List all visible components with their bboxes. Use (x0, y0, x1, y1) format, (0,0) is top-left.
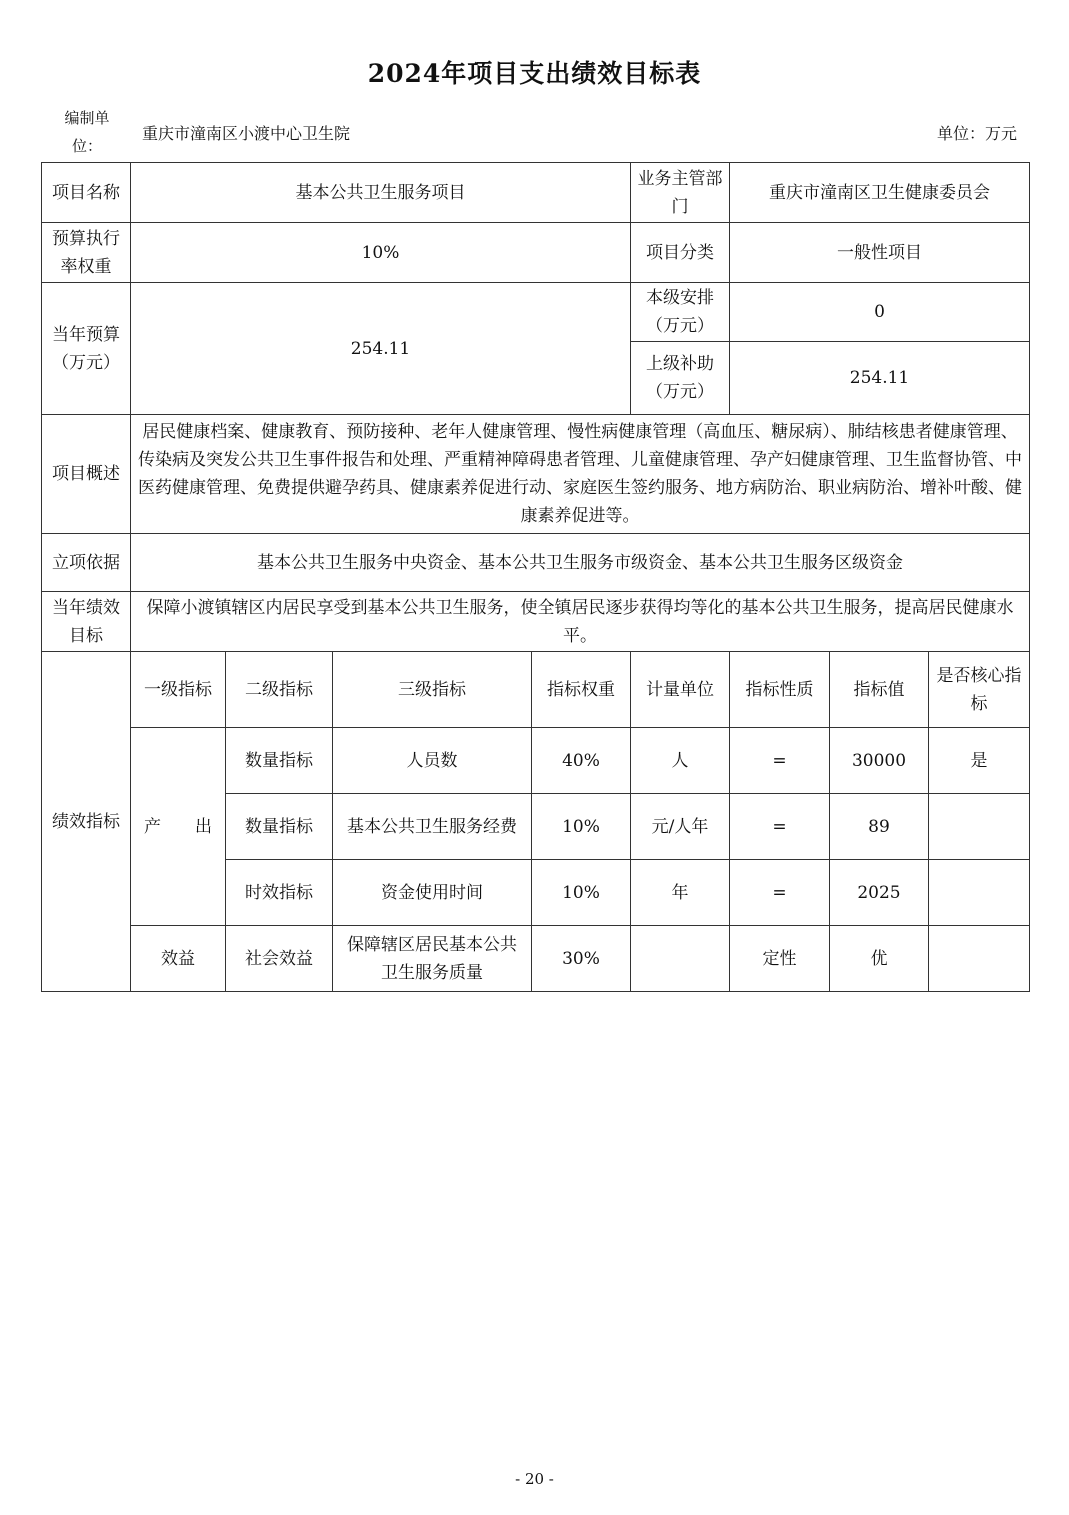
header-level2: 二级指标 (226, 652, 333, 728)
subsidy-label: 上级补助（万元） (631, 342, 730, 415)
goal-label: 当年绩效目标 (42, 592, 131, 652)
header-unit: 计量单位 (631, 652, 730, 728)
overview-label: 项目概述 (42, 415, 131, 534)
dept-value: 重庆市潼南区卫生健康委员会 (730, 163, 1030, 223)
org-label: 编制单位： (64, 109, 110, 155)
row-budget-weight (42, 223, 1030, 283)
goal-text: 保障小渡镇辖区内居民享受到基本公共卫生服务，使全镇居民逐步获得均等化的基本公共卫生服务，提高居民健康水平。 (131, 592, 1030, 652)
level3-cell: 资金使用时间 (333, 860, 532, 926)
budget-label: 当年预算（万元） (42, 283, 131, 415)
nature-cell: = (730, 728, 830, 794)
page-number: - 20 - (515, 1470, 554, 1488)
nature-cell: = (730, 860, 830, 926)
value-cell: 2025 (830, 860, 929, 926)
header-weight: 指标权重 (532, 652, 631, 728)
header-level1: 一级指标 (131, 652, 226, 728)
weight-cell: 40% (532, 728, 631, 794)
core-cell: 是 (929, 728, 1030, 794)
unit-cell: 年 (631, 860, 730, 926)
overview-text: 居民健康档案、健康教育、预防接种、老年人健康管理、慢性病健康管理（高血压、糖尿病）、肺结核患者健康管理、传染病及突发公共卫生事件报告和处理、严重精神障碍患者管理、儿童健康管理、孕产妇健康管理、卫生监督协管、中医药健康管理、免费提供避孕药具、健康素养促进行动、家庭医生签约服务、地方病防治、职业病防治、增补叶酸、健康素养促进等。 (131, 415, 1030, 534)
header-level3: 三级指标 (333, 652, 532, 728)
row-goal (42, 592, 1030, 652)
project-name-label: 项目名称 (42, 163, 131, 223)
weight-cell: 10% (532, 860, 631, 926)
header-nature: 指标性质 (730, 652, 830, 728)
local-value: 0 (730, 283, 1030, 342)
level3-cell: 保障辖区居民基本公共卫生服务质量 (333, 926, 532, 992)
category-label: 项目分类 (631, 223, 730, 283)
dept-label: 业务主管部门 (631, 163, 730, 223)
row-budget (42, 283, 1030, 342)
table-row (42, 728, 1030, 794)
unit-cell: 人 (631, 728, 730, 794)
subsidy-value: 254.11 (730, 342, 1030, 415)
performance-table (41, 162, 1030, 992)
header-value: 指标值 (830, 652, 929, 728)
basis-label: 立项依据 (42, 534, 131, 592)
weight-cell: 30% (532, 926, 631, 992)
core-cell (929, 860, 1030, 926)
unit-label: 单位：万元 (936, 124, 1017, 143)
budget-weight: 10% (131, 223, 631, 283)
core-cell (929, 926, 1030, 992)
project-name: 基本公共卫生服务项目 (131, 163, 631, 223)
value-cell: 30000 (830, 728, 929, 794)
budget-value: 254.11 (131, 283, 631, 415)
level2-cell: 数量指标 (226, 794, 333, 860)
local-label: 本级安排（万元） (631, 283, 730, 342)
header-core: 是否核心指标 (929, 652, 1030, 728)
category-value: 一般性项目 (730, 223, 1030, 283)
level3-cell: 人员数 (333, 728, 532, 794)
weight-cell: 10% (532, 794, 631, 860)
page-title: 2024年项目支出绩效目标表 (367, 59, 702, 88)
table-row (42, 926, 1030, 992)
unit-cell: 元/人年 (631, 794, 730, 860)
indicators-section-label: 绩效指标 (42, 652, 131, 992)
value-cell: 优 (830, 926, 929, 992)
core-cell (929, 794, 1030, 860)
unit-cell (631, 926, 730, 992)
level2-cell: 时效指标 (226, 860, 333, 926)
nature-cell: 定性 (730, 926, 830, 992)
row-overview (42, 415, 1030, 534)
row-basis (42, 534, 1030, 592)
level3-cell: 基本公共卫生服务经费 (333, 794, 532, 860)
budget-weight-label: 预算执行率权重 (42, 223, 131, 283)
value-cell: 89 (830, 794, 929, 860)
org-value: 重庆市潼南区小渡中心卫生院 (142, 124, 351, 143)
group-output: 产 出 (131, 728, 226, 926)
indicator-header-row (42, 652, 1030, 728)
nature-cell: = (730, 794, 830, 860)
row-project-name (42, 163, 1030, 223)
level2-cell: 社会效益 (226, 926, 333, 992)
level2-cell: 数量指标 (226, 728, 333, 794)
group-benefit: 效益 (131, 926, 226, 992)
basis-text: 基本公共卫生服务中央资金、基本公共卫生服务市级资金、基本公共卫生服务区级资金 (131, 534, 1030, 592)
